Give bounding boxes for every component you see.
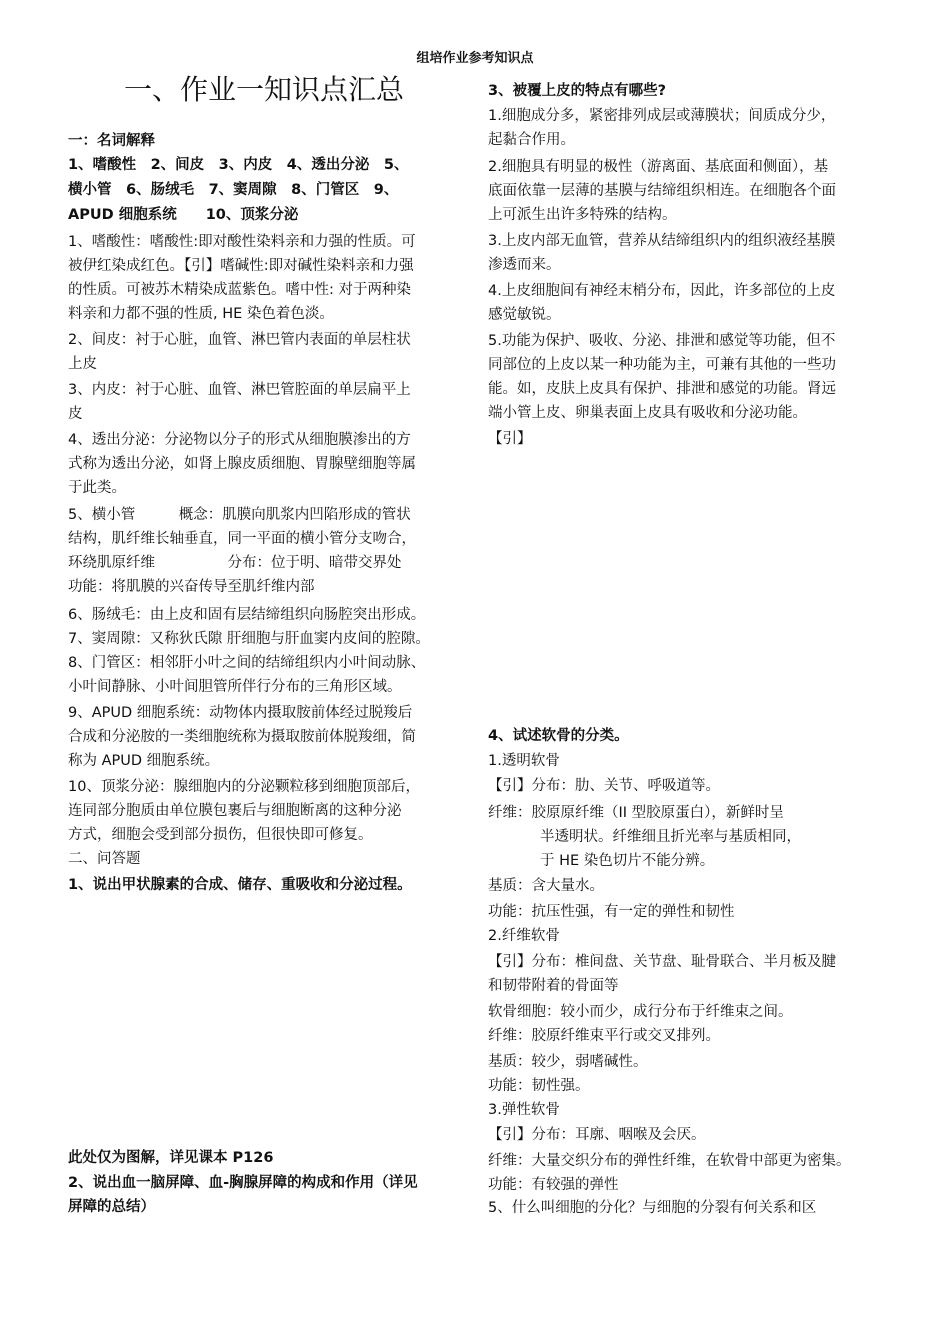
right-text-line: 感觉敏锐。	[488, 307, 561, 323]
left-text-line: 横小管 6、肠绒毛 7、窦周隙 8、门管区 9、	[68, 182, 399, 198]
right-text-line: 【引】分布：椎间盘、关节盘、耻骨联合、半月板及腱	[488, 954, 836, 970]
left-text-line: 被伊红染成红色。【引】嗜碱性:即对碱性染料亲和力强	[68, 258, 414, 274]
left-text-line: 二、问答题	[68, 851, 141, 867]
right-text-line: 【引】分布：耳廓、咽喉及会厌。	[488, 1127, 706, 1143]
right-text-line: 5、什么叫细胞的分化？与细胞的分裂有何关系和区	[488, 1200, 817, 1216]
left-text-line: 皮	[68, 406, 83, 422]
left-text-line: 连同部分胞质由单位膜包裹后与细胞断离的这种分泌	[68, 803, 402, 819]
left-text-line: 屏障的总结）	[68, 1199, 155, 1215]
right-text-line: 纤维：胶原纤维束平行或交叉排列。	[488, 1028, 720, 1044]
left-text-line: 结构，肌纤维长轴垂直，同一平面的横小管分支吻合，	[68, 531, 416, 547]
right-text-line: 能。如，皮肤上皮具有保护、排泄和感觉的功能。肾远	[488, 381, 836, 397]
right-text-line: 4.上皮细胞间有神经末梢分布，因此，许多部位的上皮	[488, 283, 836, 299]
right-text-line: 于 HE 染色切片不能分辨。	[540, 853, 715, 869]
left-text-line: 式称为透出分泌，如肾上腺皮质细胞、胃腺壁细胞等属	[68, 456, 416, 472]
left-text-line: 称为 APUD 细胞系统。	[68, 753, 220, 769]
right-text-line: 3、被覆上皮的特点有哪些?	[488, 83, 666, 99]
left-text-line: 2、间皮：衬于心脏，血管、淋巴管内表面的单层柱状	[68, 332, 411, 348]
right-text-line: 纤维：胶原原纤维（II 型胶原蛋白），新鲜时呈	[488, 805, 784, 821]
right-text-line: 5.功能为保护、吸收、分泌、排泄和感觉等功能，但不	[488, 333, 836, 349]
left-text-line: 9、APUD 细胞系统：动物体内摄取胺前体经过脱羧后	[68, 705, 413, 721]
right-text-line: 起黏合作用。	[488, 132, 575, 148]
right-text-line: 底面依靠一层薄的基膜与结缔组织相连。在细胞各个面	[488, 183, 836, 199]
right-text-line: 【引】	[488, 431, 532, 447]
page-header: 组培作业参考知识点	[416, 51, 534, 66]
left-text-line: 的性质。可被苏木精染成蓝紫色。嗜中性: 对于两种染	[68, 282, 411, 298]
right-text-line: 【引】分布：肋、关节、呼吸道等。	[488, 778, 720, 794]
left-text-line: 6、肠绒毛：由上皮和固有层结缔组织向肠腔突出形成。	[68, 607, 426, 623]
left-text-line: 方式，细胞会受到部分损伤，但很快即可修复。	[68, 827, 373, 843]
right-text-line: 2.纤维软骨	[488, 928, 560, 944]
right-text-line: 和韧带附着的骨面等	[488, 978, 619, 994]
left-text-line: 环绕肌原纤维 分布：位于明、暗带交界处	[68, 555, 402, 571]
left-text-line: 8、门管区：相邻肝小叶之间的结缔组织内小叶间动脉、	[68, 655, 426, 671]
right-text-line: 1.透明软骨	[488, 753, 560, 769]
left-text-line: 1、说出甲状腺素的合成、储存、重吸收和分泌过程。	[68, 877, 412, 893]
right-text-line: 1.细胞成分多，紧密排列成层或薄膜状；间质成分少，	[488, 108, 836, 124]
left-text-line: 1、嗜酸性 2、间皮 3、内皮 4、透出分泌 5、	[68, 157, 409, 173]
right-text-line: 纤维：大量交织分布的弹性纤维，在软骨中部更为密集。	[488, 1153, 851, 1169]
right-text-line: 半透明状。纤维细且折光率与基质相同，	[540, 829, 801, 845]
right-text-line: 渗透而来。	[488, 257, 561, 273]
left-text-line: 一：名词解释	[68, 133, 155, 149]
left-text-line: 4、透出分泌：分泌物以分子的形式从细胞膜渗出的方	[68, 432, 411, 448]
left-text-line: 功能：将肌膜的兴奋传导至肌纤维内部	[68, 579, 315, 595]
right-text-line: 基质：含大量水。	[488, 878, 604, 894]
right-text-line: 4、试述软骨的分类。	[488, 728, 629, 744]
left-text-line: 3、内皮：衬于心脏、血管、淋巴管腔面的单层扁平上	[68, 382, 411, 398]
right-text-line: 上可派生出许多特殊的结构。	[488, 207, 677, 223]
left-text-line: 2、说出血一脑屏障、血-胸腺屏障的构成和作用（详见	[68, 1175, 418, 1191]
left-text-line: 料亲和力都不强的性质, HE 染色着色淡。	[68, 306, 334, 322]
right-text-line: 3.弹性软骨	[488, 1102, 560, 1118]
left-text-line: 5、横小管 概念：肌膜向肌浆内凹陷形成的管状	[68, 507, 411, 523]
right-text-line: 功能：有较强的弹性	[488, 1177, 619, 1193]
right-text-line: 软骨细胞：较小而少，成行分布于纤维束之间。	[488, 1004, 793, 1020]
left-text-line: 10、顶浆分泌：腺细胞内的分泌颗粒移到细胞顶部后，	[68, 779, 420, 795]
left-text-line: 小叶间静脉、小叶间胆管所伴行分布的三角形区域。	[68, 679, 402, 695]
right-text-line: 同部位的上皮以某一种功能为主，可兼有其他的一些功	[488, 357, 836, 373]
left-text-line: 1、嗜酸性：嗜酸性:即对酸性染料亲和力强的性质。可	[68, 234, 416, 250]
left-text-line: 7、窦周隙：又称狄氏隙 肝细胞与肝血窦内皮间的腔隙。	[68, 631, 430, 647]
left-text-line: 上皮	[68, 356, 97, 372]
left-text-line: 此处仅为图解，详见课本 P126	[68, 1150, 274, 1166]
right-text-line: 2.细胞具有明显的极性（游离面、基底面和侧面），基	[488, 159, 829, 175]
right-text-line: 功能：抗压性强，有一定的弹性和韧性	[488, 904, 735, 920]
main-title: 一、作业一知识点汇总	[124, 73, 405, 106]
left-text-line: 合成和分泌胺的一类细胞统称为摄取胺前体脱羧细，简	[68, 729, 416, 745]
left-text-line: APUD 细胞系统 10、顶浆分泌	[68, 207, 299, 223]
right-text-line: 基质：较少，弱嗜碱性。	[488, 1054, 648, 1070]
right-text-line: 功能：韧性强。	[488, 1078, 590, 1094]
right-text-line: 端小管上皮、卵巢表面上皮具有吸收和分泌功能。	[488, 405, 807, 421]
left-text-line: 于此类。	[68, 480, 126, 496]
right-text-line: 3.上皮内部无血管，营养从结缔组织内的组织液经基膜	[488, 233, 836, 249]
